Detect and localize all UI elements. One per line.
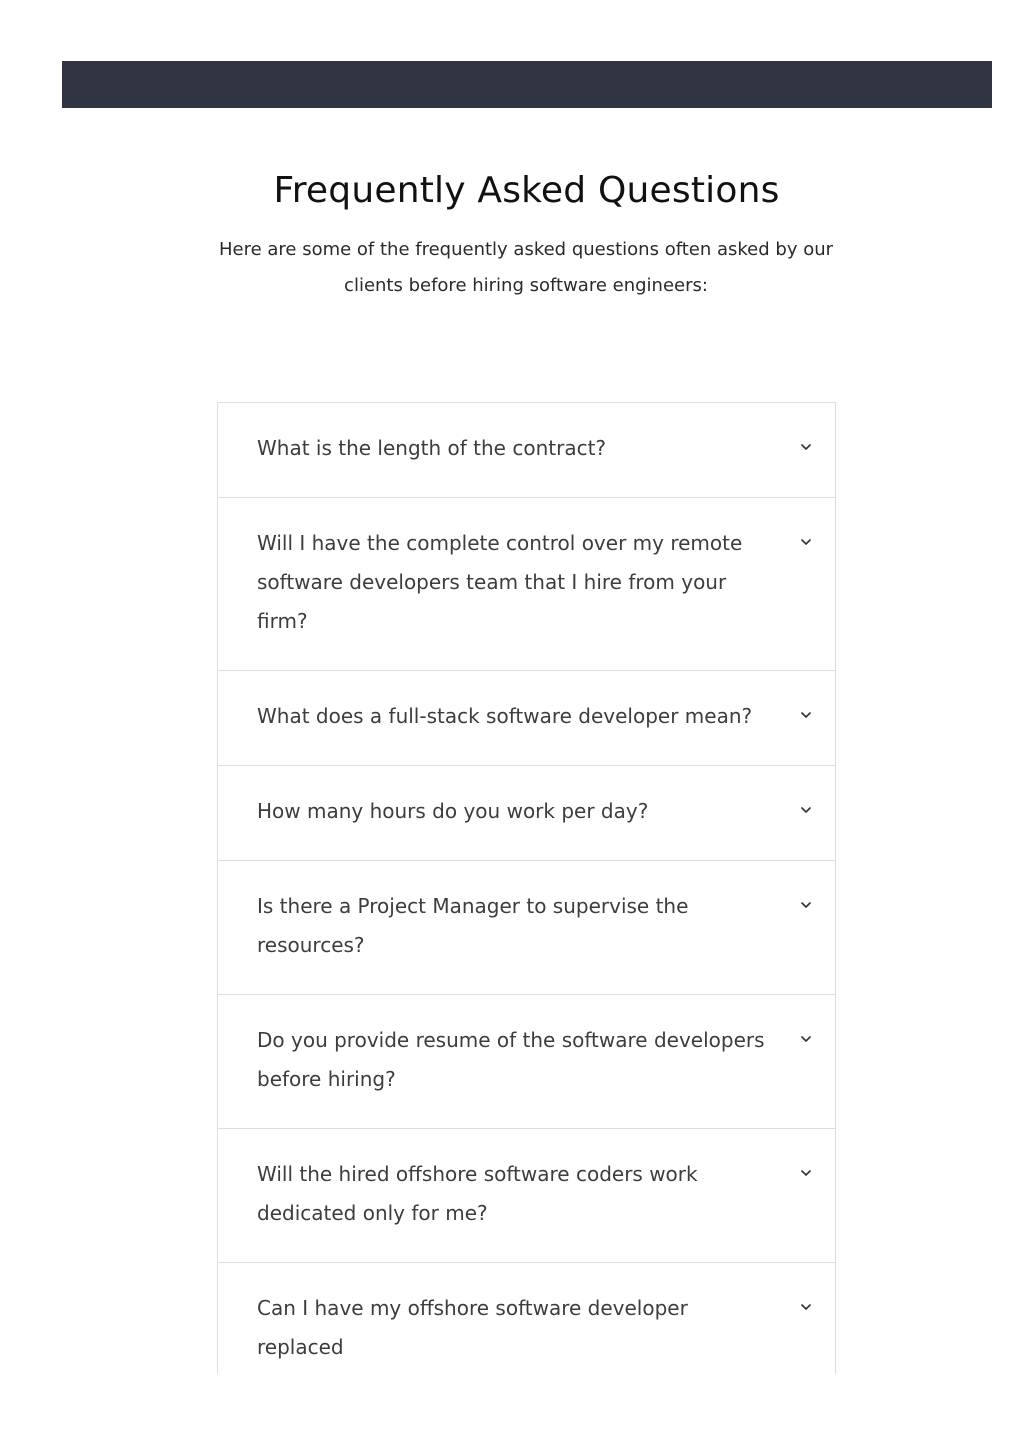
chevron-down-icon[interactable] bbox=[801, 805, 811, 815]
faq-heading: Frequently Asked Questions bbox=[273, 170, 780, 211]
chevron-down-icon[interactable] bbox=[801, 1034, 811, 1044]
faq-question: Do you provide resume of the software developers before hiring? bbox=[257, 1028, 765, 1091]
faq-item[interactable] bbox=[218, 995, 835, 1129]
faq-question: Will I have the complete control over my remote software developers team that I hire from your firm? bbox=[257, 531, 743, 633]
faq-question: Will the hired offshore software coders work dedicated only for me? bbox=[257, 1162, 698, 1225]
faq-accordion bbox=[217, 402, 836, 1374]
chevron-down-icon[interactable] bbox=[801, 537, 811, 547]
faq-item[interactable] bbox=[218, 403, 835, 498]
top-banner bbox=[62, 61, 992, 108]
chevron-down-icon[interactable] bbox=[801, 1302, 811, 1312]
chevron-down-icon[interactable] bbox=[801, 710, 811, 720]
chevron-down-icon[interactable] bbox=[801, 1168, 811, 1178]
faq-item[interactable] bbox=[218, 766, 835, 861]
chevron-down-icon[interactable] bbox=[801, 442, 811, 452]
chevron-down-icon[interactable] bbox=[801, 900, 811, 910]
faq-question: What does a full-stack software developer mean? bbox=[257, 704, 753, 728]
faq-item[interactable] bbox=[218, 1129, 835, 1263]
faq-question: What is the length of the contract? bbox=[257, 436, 607, 460]
faq-item[interactable] bbox=[218, 671, 835, 766]
faq-intro-text: Here are some of the frequently asked questions often asked by our clients before hiring software engineers: bbox=[218, 239, 834, 296]
faq-question: Is there a Project Manager to supervise the resources? bbox=[257, 894, 689, 957]
faq-question: How many hours do you work per day? bbox=[257, 799, 649, 823]
faq-question: Can I have my offshore software developer replaced bbox=[257, 1296, 688, 1359]
faq-item[interactable] bbox=[218, 861, 835, 995]
faq-list bbox=[217, 402, 836, 1374]
faq-item[interactable] bbox=[218, 498, 835, 671]
faq-item[interactable] bbox=[218, 1263, 835, 1374]
